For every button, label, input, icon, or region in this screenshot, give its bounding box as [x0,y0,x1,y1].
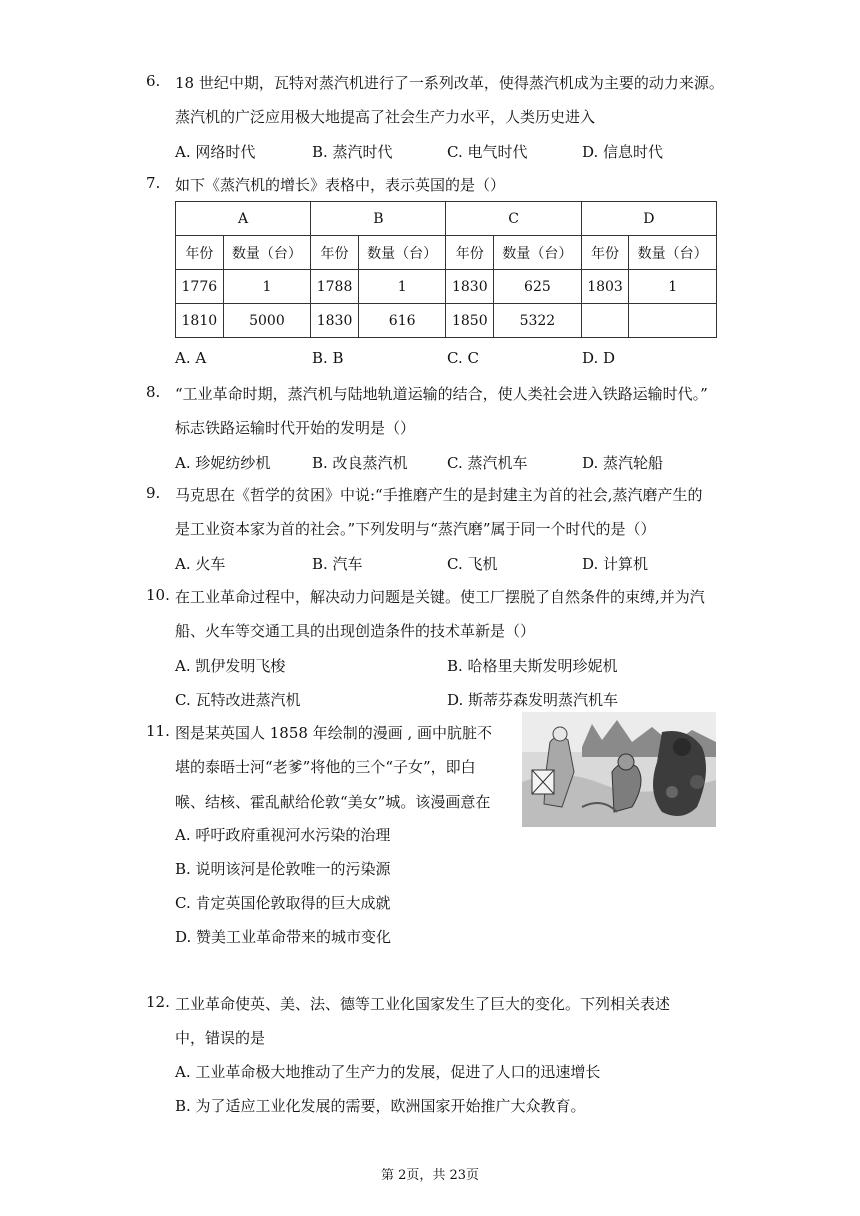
question-number: 7. [146,174,161,192]
table-header-cell: 数量（台） [358,236,446,270]
table-cell: 616 [358,304,446,338]
table-row [176,270,717,304]
option-c[interactable]: C. 瓦特改进蒸汽机 [175,691,301,709]
question-text: 18 世纪中期，瓦特对蒸汽机进行了一系列改革，使得蒸汽机成为主要的动力来源。 [175,74,724,92]
option-c[interactable]: C. 蒸汽机车 [447,454,528,472]
table-header-cell: 年份 [446,236,494,270]
table-header-cell: 年份 [581,236,629,270]
question-text: 中，错误的是 [175,1029,266,1047]
option-a[interactable]: A. 凯伊发明飞梭 [175,657,286,675]
question-text: “工业革命时期，蒸汽机与陆地轨道运输的结合，使人类社会进入铁路运输时代。” [175,385,708,403]
table-row [176,304,717,338]
table-header-cell: 年份 [176,236,224,270]
option-d[interactable]: D. 计算机 [582,555,649,573]
option-b[interactable]: B. 蒸汽时代 [312,143,393,161]
option-a[interactable]: A. 呼吁政府重视河水污染的治理 [175,826,391,844]
option-b[interactable]: B. 说明该河是伦敦唯一的污染源 [175,860,391,878]
table-cell [629,304,717,338]
option-c[interactable]: C. 电气时代 [447,143,528,161]
question-number: 9. [146,484,161,502]
table-cell: 1830 [311,304,359,338]
option-a[interactable]: A. 珍妮纺纱机 [175,454,271,472]
option-b[interactable]: B. 汽车 [312,555,363,573]
option-d[interactable]: D. 斯蒂芬森发明蒸汽机车 [447,691,619,709]
question-text: 是工业资本家为首的社会。”下列发明与“蒸汽磨”属于同一个时代的是（） [175,520,656,538]
table-subheader-row [176,236,717,270]
table-header-cell: 数量（台） [223,236,311,270]
table-cell: 1 [629,270,717,304]
option-b[interactable]: B. 为了适应工业化发展的需要，欧洲国家开始推广大众教育。 [175,1097,586,1115]
option-a[interactable]: A. A [175,349,207,367]
question-number: 10. [146,586,170,604]
table-cell: 625 [494,270,582,304]
table-cell: 1850 [446,304,494,338]
table-cell: 1788 [311,270,359,304]
thames-cartoon-image [522,712,716,827]
option-b[interactable]: B. 改良蒸汽机 [312,454,408,472]
option-d[interactable]: D. 信息时代 [582,143,664,161]
question-number: 8. [146,383,161,401]
question-text: 标志铁路运输时代开始的发明是（） [175,419,416,437]
question-number: 11. [146,722,170,740]
option-c[interactable]: C. C [447,349,479,367]
question-text: 在工业革命过程中，解决动力问题是关键。使工厂摆脱了自然条件的束缚,并为汽 [175,588,705,606]
table-header-cell: 数量（台） [629,236,717,270]
page-footer: 第 2页，共 23页 [380,1168,480,1183]
question-number: 6. [146,72,161,90]
question-text: 图是某英国人 1858 年绘制的漫画 , 画中肮脏不 [175,724,493,742]
question-number: 12. [146,993,170,1011]
table-group-header: B [311,202,446,236]
question-text: 船、火车等交通工具的出现创造条件的技术革新是（） [175,622,536,640]
table-group-header: C [446,202,581,236]
table-cell: 1776 [176,270,224,304]
steam-engine-table [175,201,717,338]
table-cell: 1803 [581,270,629,304]
option-c[interactable]: C. 肯定英国伦敦取得的巨大成就 [175,894,391,912]
question-text: 堪的泰晤士河“老爹”将他的三个“子女”，即白 [175,758,476,776]
option-d[interactable]: D. 赞美工业革命带来的城市变化 [175,928,392,946]
table-header-cell: 数量（台） [494,236,582,270]
question-text: 马克思在《哲学的贫困》中说:“手推磨产生的是封建主为首的社会,蒸汽磨产生的 [175,486,703,504]
table-group-header: A [176,202,311,236]
question-text: 蒸汽机的广泛应用极大地提高了社会生产力水平，人类历史进入 [175,108,596,126]
table-header-cell: 年份 [311,236,359,270]
table-group-header: D [581,202,716,236]
table-cell [581,304,629,338]
table-cell: 5322 [494,304,582,338]
option-a[interactable]: A. 工业革命极大地推动了生产力的发展，促进了人口的迅速增长 [175,1063,601,1081]
option-b[interactable]: B. 哈格里夫斯发明珍妮机 [447,657,618,675]
option-b[interactable]: B. B [312,349,344,367]
table-cell: 5000 [223,304,311,338]
question-text: 喉、结核、霍乱献给伦敦“美女”城。该漫画意在 [175,793,491,811]
option-d[interactable]: D. D [582,349,616,367]
option-c[interactable]: C. 飞机 [447,555,498,573]
table-cell: 1 [358,270,446,304]
option-a[interactable]: A. 火车 [175,555,226,573]
table-group-row [176,202,717,236]
table-cell: 1830 [446,270,494,304]
option-a[interactable]: A. 网络时代 [175,143,256,161]
table-cell: 1810 [176,304,224,338]
option-d[interactable]: D. 蒸汽轮船 [582,454,664,472]
question-text: 工业革命使英、美、法、德等工业化国家发生了巨大的变化。下列相关表述 [175,995,671,1013]
question-text: 如下《蒸汽机的增长》表格中，表示英国的是（） [175,176,506,194]
table-cell: 1 [223,270,311,304]
